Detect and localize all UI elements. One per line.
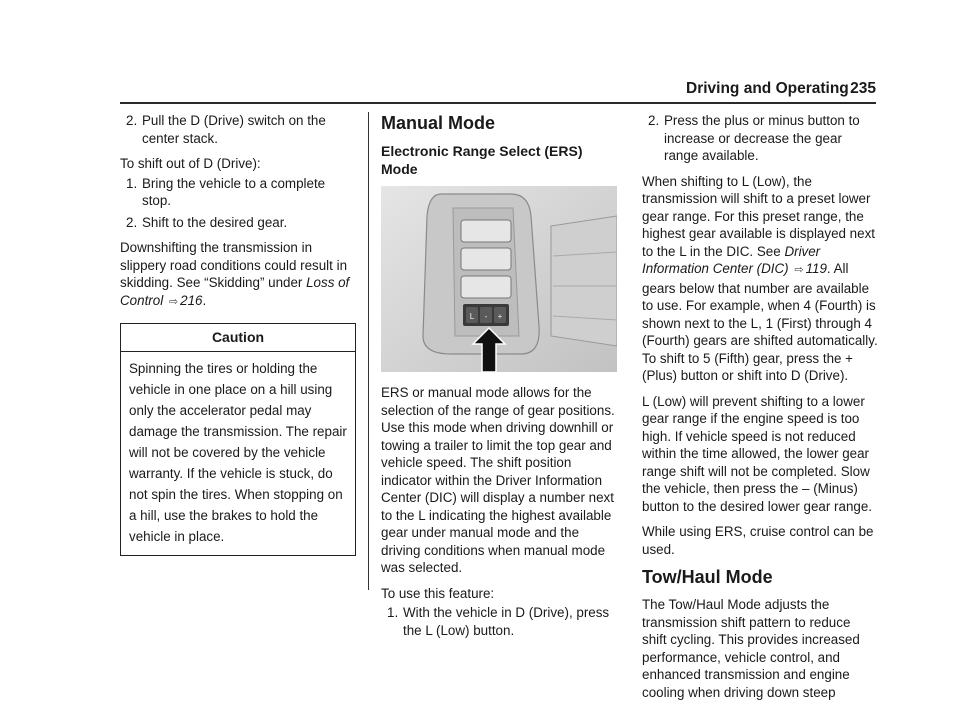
shift-out-step-list xyxy=(120,175,356,232)
use-feature-step-list xyxy=(381,604,617,639)
column-left xyxy=(120,112,356,556)
ers-cruise-paragraph: While using ERS, cruise control can be used. xyxy=(642,524,874,557)
gear-range-step-list xyxy=(642,112,878,165)
tow-haul-paragraph: The Tow/Haul Mode adjusts the transmission shift pattern to reduce shift cycling. This provides increased performance, vehicle control, and enhanced transmission and engine cooling when driving down steep xyxy=(642,597,860,700)
caution-box xyxy=(120,323,356,556)
step-text: Press the plus or minus button to increase or decrease the gear range available. xyxy=(664,113,860,163)
section-title-manual-mode: Manual Mode xyxy=(381,113,496,133)
section-title-tow-haul: Tow/Haul Mode xyxy=(642,567,773,587)
list-item xyxy=(120,214,356,232)
dic-page-link[interactable]: 119 xyxy=(805,261,827,276)
ers-low-button-label: L xyxy=(469,312,475,321)
page-ref-arrow-icon: ⇨ xyxy=(168,295,179,308)
header-title: Driving and Operating xyxy=(686,80,849,97)
step-text: Shift to the desired gear. xyxy=(142,214,288,230)
step-text: Bring the vehicle to a complete stop. xyxy=(142,175,326,208)
list-item xyxy=(120,112,356,147)
ers-plus-button-label: + xyxy=(497,312,503,321)
low-gear-paragraph xyxy=(642,173,878,385)
dic-link[interactable]: Driver Information Center (DIC) xyxy=(642,243,821,276)
step-number: 1. xyxy=(126,175,138,191)
list-item xyxy=(120,175,356,210)
loss-of-control-link[interactable]: Loss of Control xyxy=(120,275,350,308)
ers-paragraph: ERS or manual mode allows for the selection of the range of gear positions. Use this mode when driving downhill or towing a trailer to limit the top gear and vehicle speed. The shift position indicator within the Driver Information Center (DIC) will display a number next to the L indicating the highest available gear under manual mode and the driving conditions when manual mode was selected. xyxy=(381,385,615,575)
use-feature-intro: To use this feature: xyxy=(381,585,495,601)
low-gear-text-a: When shifting to L (Low), the transmission will shift to a preset lower gear range. For this preset range, the highest gear available is displayed next to the L in the DIC. See xyxy=(642,173,875,259)
page-ref-arrow-icon: ⇨ xyxy=(794,264,804,276)
step-number: 2. xyxy=(648,113,660,128)
loss-of-control-page-link[interactable]: 216 xyxy=(180,292,203,308)
step-number: 2. xyxy=(126,113,138,128)
page-number: 235 xyxy=(850,80,876,97)
running-header xyxy=(686,80,876,102)
list-item xyxy=(381,604,617,639)
header-rule xyxy=(120,102,876,104)
column-divider xyxy=(368,112,369,590)
step-text: Pull the D (Drive) switch on the center stack. xyxy=(142,113,326,146)
step-number: 1. xyxy=(387,605,399,620)
step-number: 2. xyxy=(126,214,138,230)
downshift-text: Downshifting the transmission in slippery road conditions could result in skidding. See “Skidding” under xyxy=(120,240,348,290)
step-text: With the vehicle in D (Drive), press the L (Low) button. xyxy=(403,605,610,638)
subsection-title-ers: Electronic Range Select (ERS) Mode xyxy=(381,143,583,177)
ers-buttons-figure xyxy=(381,186,617,372)
downshift-paragraph: Downshifting the transmission in slippery road conditions could result in skidding. See “Skidding” under Loss of Control ⇨ 216. xyxy=(120,240,350,308)
list-item xyxy=(642,112,878,165)
column-right xyxy=(642,112,878,709)
ers-minus-button-label: - xyxy=(484,312,488,321)
caution-title: Caution xyxy=(121,324,355,352)
shift-out-intro: To shift out of D (Drive): xyxy=(120,156,261,171)
caution-body: Spinning the tires or holding the vehicle in one place on a hill using only the accelerator pedal may damage the transmission. The repair will not be covered by the vehicle warranty. If the vehicle is stuck, do not spin the tires. When stopping on a hill, use the brakes to hold the vehicle in place. xyxy=(129,360,347,544)
low-gear-text-b: . All gears below that number are available to use. For example, when 4 (Fourth) is shown next to the L, 1 (First) through 4 (Fourth) gears are shifted automatically. To shift to 5 (Fifth) gear, press the + (Plus) button or shift into D (Drive). xyxy=(642,261,878,383)
column-middle xyxy=(381,112,617,647)
prevent-shift-paragraph: L (Low) will prevent shifting to a lower gear range if the engine speed is too high. If vehicle speed is not reduced within the time allowed, the lower gear range shift will not be completed. Slow the vehicle, then press the – (Minus) button to the desired lower gear range. xyxy=(642,393,873,514)
drive-switch-step-list xyxy=(120,112,356,147)
